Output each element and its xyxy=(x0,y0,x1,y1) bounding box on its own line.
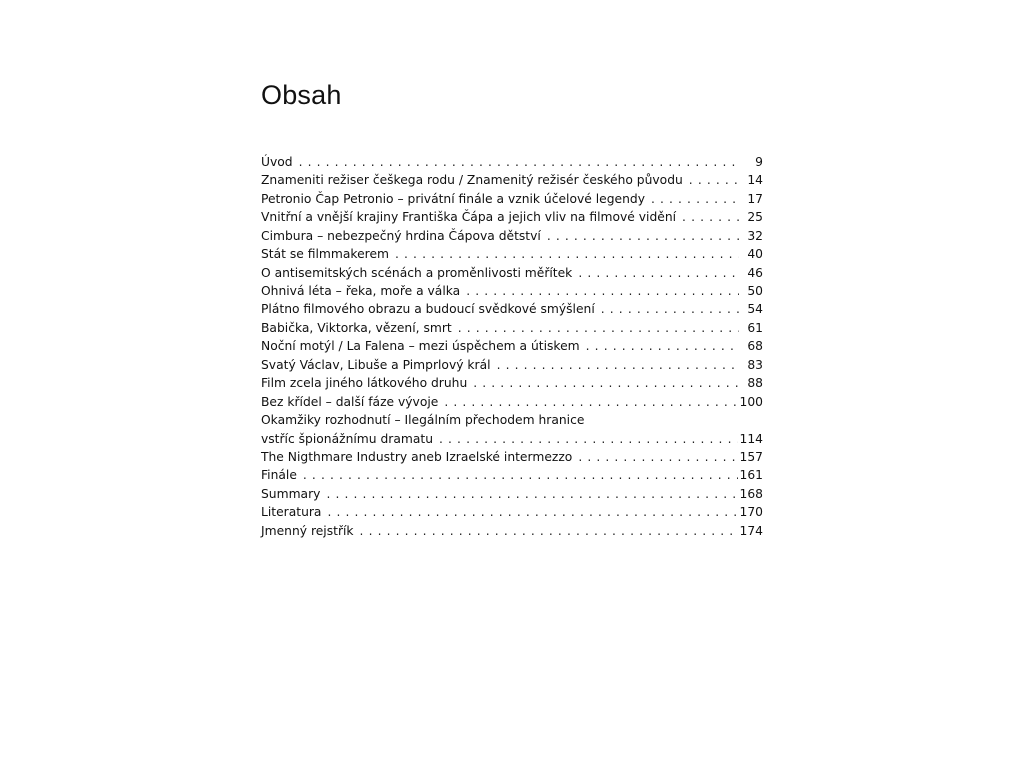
toc-leader-dots xyxy=(578,264,739,282)
toc-entry-title: O antisemitských scénách a proměnlivosti měřítek xyxy=(261,265,573,280)
toc-page-number: 50 xyxy=(747,284,763,299)
toc-page-number: 14 xyxy=(747,173,763,188)
toc-entry-title: Plátno filmového obrazu a budoucí svědkové smýšlení xyxy=(261,302,595,317)
toc-page-number: 88 xyxy=(747,376,763,391)
toc-entry-title: Znameniti režiser češkega rodu / Znamenitý režisér českého původu xyxy=(261,173,683,188)
toc-leader-dots xyxy=(395,245,739,263)
toc-entry-title-line1: Okamžiky rozhodnutí – Ilegálním přechodem hranice xyxy=(261,413,585,428)
toc-entry-title: Ohnivá léta – řeka, moře a válka xyxy=(261,284,461,299)
toc-entry xyxy=(261,227,763,245)
toc-entry xyxy=(261,264,763,282)
toc-entry xyxy=(261,171,763,189)
page-title: Obsah xyxy=(261,80,342,110)
toc-entry xyxy=(261,190,763,208)
toc-entry-title: Petronio Čap Petronio – privátní finále a vznik účelové legendy xyxy=(261,191,645,206)
toc-entry-title: The Nigthmare Industry aneb Izraelské intermezzo xyxy=(261,449,573,464)
toc-leader-dots xyxy=(547,227,739,245)
toc-entry xyxy=(261,282,763,300)
toc-page-number: 54 xyxy=(747,302,763,317)
toc-page-number: 168 xyxy=(739,486,763,501)
toc-page-number: 100 xyxy=(739,394,763,409)
toc-page-number: 157 xyxy=(739,449,763,464)
toc-leader-dots xyxy=(497,356,739,374)
toc-page-number: 40 xyxy=(747,247,763,262)
toc-entry-title: Finále xyxy=(261,468,297,483)
toc-page-number: 161 xyxy=(739,468,763,483)
toc-entry-title: Jmenný rejstřík xyxy=(261,523,354,538)
toc-leader-dots xyxy=(303,466,738,484)
toc-entry xyxy=(261,448,763,466)
toc-entry-title: Cimbura – nebezpečný hrdina Čápova dětství xyxy=(261,228,541,243)
toc-entry xyxy=(261,153,763,171)
toc-entry-second-line xyxy=(261,430,763,448)
toc-entry xyxy=(261,356,763,374)
toc-entry-title: Film zcela jiného látkového druhu xyxy=(261,376,468,391)
toc-entry xyxy=(261,466,763,484)
toc-entry-title: Summary xyxy=(261,486,321,501)
toc-leader-dots xyxy=(444,393,737,411)
toc-entry xyxy=(261,245,763,263)
toc-leader-dots xyxy=(327,503,737,521)
toc-entry-title: Svatý Václav, Libuše a Pimprlový král xyxy=(261,357,491,372)
toc-page-number: 83 xyxy=(747,357,763,372)
toc-leader-dots xyxy=(458,319,739,337)
toc-leader-dots xyxy=(601,300,739,318)
toc-page-number: 114 xyxy=(739,431,763,446)
toc-page-number: 174 xyxy=(739,523,763,538)
toc-entry-title: Stát se filmmakerem xyxy=(261,247,390,262)
toc-entry-title: Vnitřní a vnější krajiny Františka Čápa a jejich vliv na filmové vidění xyxy=(261,210,677,225)
toc-page-number: 46 xyxy=(747,265,763,280)
table-of-contents xyxy=(261,153,763,540)
toc-page-number: 17 xyxy=(747,191,763,206)
toc-page-number: 61 xyxy=(747,320,763,335)
toc-page-number: 170 xyxy=(739,505,763,520)
toc-page-number: 32 xyxy=(747,228,763,243)
toc-leader-dots xyxy=(439,430,738,448)
toc-leader-dots xyxy=(299,153,739,171)
toc-entry xyxy=(261,337,763,355)
toc-entry xyxy=(261,374,763,392)
toc-entry xyxy=(261,208,763,226)
toc-leader-dots xyxy=(473,374,739,392)
toc-leader-dots xyxy=(651,190,739,208)
toc-leader-dots xyxy=(578,448,737,466)
toc-leader-dots xyxy=(360,522,738,540)
toc-entry-title: Bez křídel – další fáze vývoje xyxy=(261,394,439,409)
toc-leader-dots xyxy=(326,485,737,503)
toc-leader-dots xyxy=(586,337,739,355)
toc-entry xyxy=(261,301,763,319)
toc-entry-title: Literatura xyxy=(261,505,322,520)
toc-entry xyxy=(261,393,763,411)
toc-entry xyxy=(261,319,763,337)
toc-entry xyxy=(261,411,763,448)
toc-entry xyxy=(261,522,763,540)
toc-page-number: 68 xyxy=(747,339,763,354)
toc-entry-title: Noční motýl / La Falena – mezi úspěchem a útiskem xyxy=(261,339,580,354)
toc-leader-dots xyxy=(682,208,739,226)
toc-entry xyxy=(261,485,763,503)
toc-leader-dots xyxy=(466,282,739,300)
toc-entry-title: Babička, Viktorka, vězení, smrt xyxy=(261,320,452,335)
toc-entry-title: Úvod xyxy=(261,154,293,169)
toc-entry-title-line2: vstříc špionážnímu dramatu xyxy=(261,431,434,446)
toc-page-number: 25 xyxy=(747,210,763,225)
toc-entry xyxy=(261,503,763,521)
toc-leader-dots xyxy=(689,171,739,189)
toc-page-number: 9 xyxy=(755,154,763,169)
